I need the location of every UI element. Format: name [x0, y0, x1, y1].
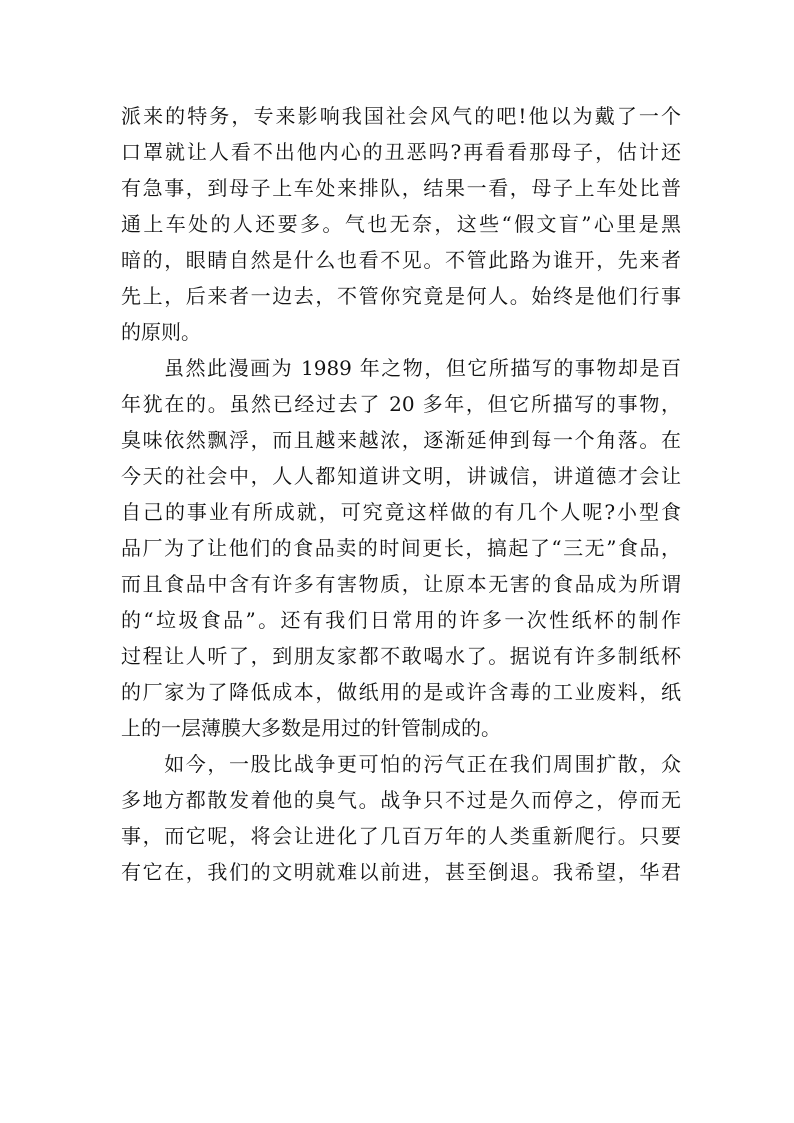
text-line: 虽然此漫画为 1989 年之物，但它所描写的事物却是百: [121, 356, 681, 380]
text-line: 口罩就让人看不出他内心的丑恶吗?再看看那母子，估计还: [121, 140, 681, 164]
text-line: 上的一层薄膜大多数是用过的针管制成的。: [121, 716, 501, 740]
text-line: 有急事，到母子上车处来排队，结果一看，母子上车处比普: [121, 176, 681, 200]
body-text: [121, 98, 681, 890]
text-line: 臭味依然飘浮，而且越来越浓，逐渐延伸到每一个角落。在: [121, 428, 681, 452]
text-line: 品厂为了让他们的食品卖的时间更长，搞起了“三无”食品，: [121, 536, 681, 560]
text-line: 年犹在的。虽然已经过去了 20 多年，但它所描写的事物，: [121, 392, 681, 416]
text-line: 自己的事业有所成就，可究竟这样做的有几个人呢?小型食: [121, 500, 681, 524]
text-line: 事，而它呢，将会让进化了几百万年的人类重新爬行。只要: [121, 824, 681, 848]
text-line: 暗的，眼睛自然是什么也看不见。不管此路为谁开，先来者: [121, 248, 681, 272]
text-line: 通上车处的人还要多。气也无奈，这些“假文盲”心里是黑: [121, 212, 681, 236]
text-line: 先上，后来者一边去，不管你究竟是何人。始终是他们行事: [121, 284, 681, 308]
text-line: 的原则。: [121, 320, 201, 344]
text-line: 多地方都散发着他的臭气。战争只不过是久而停之，停而无: [121, 788, 681, 812]
text-line: 的厂家为了降低成本，做纸用的是或许含毒的工业废料，纸: [121, 680, 681, 704]
text-line: 今天的社会中，人人都知道讲文明，讲诚信，讲道德才会让: [121, 464, 681, 488]
text-line: 派来的特务，专来影响我国社会风气的吧!他以为戴了一个: [121, 104, 681, 128]
text-line: 而且食品中含有许多有害物质，让原本无害的食品成为所谓: [121, 572, 681, 596]
text-line: 如今，一股比战争更可怕的污气正在我们周围扩散，众: [121, 752, 681, 776]
text-line: 过程让人听了，到朋友家都不敢喝水了。据说有许多制纸杯: [121, 644, 681, 668]
text-line: 的“垃圾食品”。还有我们日常用的许多一次性纸杯的制作: [121, 608, 681, 632]
text-line: 有它在，我们的文明就难以前进，甚至倒退。我希望，华君: [121, 860, 681, 884]
